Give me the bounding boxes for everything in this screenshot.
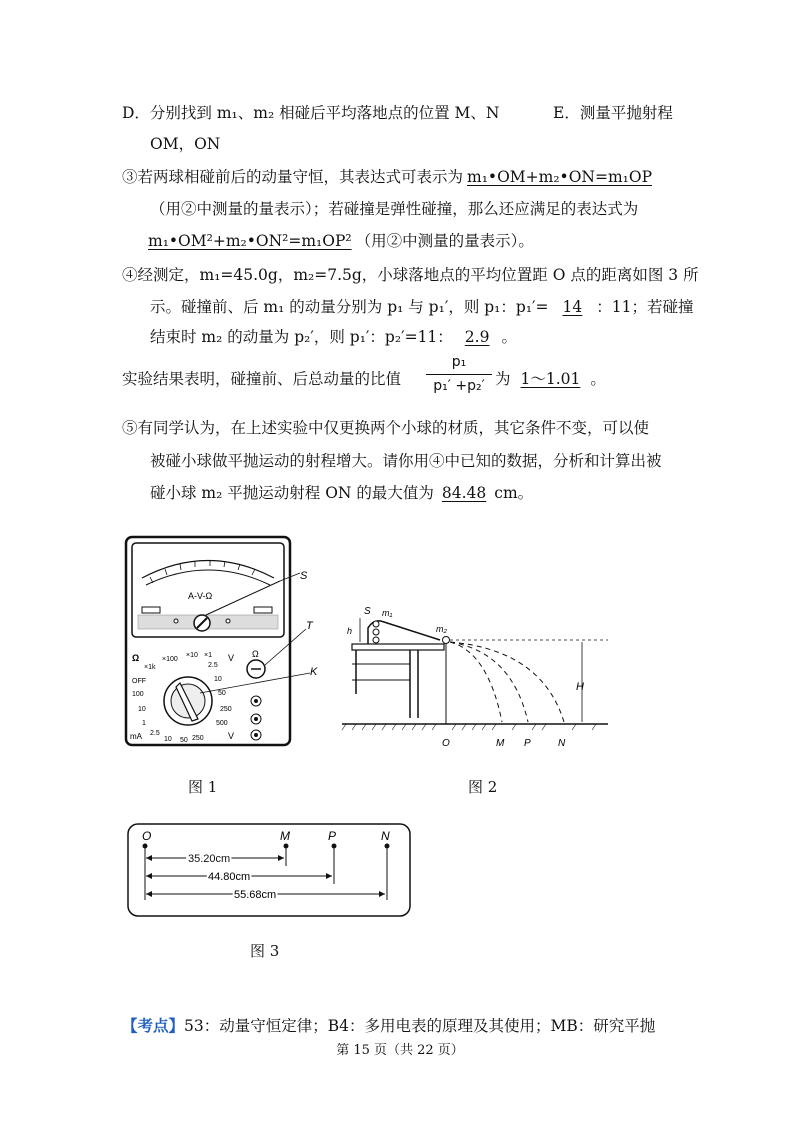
fraction-denominator: p₁′ +p₂′ (433, 378, 485, 394)
scale-label: ×1k (144, 664, 156, 671)
q3-text: ③若两球相碰前后的动量守恒，其表达式可表示为 (122, 168, 464, 186)
label-n: N (558, 738, 566, 749)
fraction-numerator: p₁ (451, 354, 467, 370)
label-m2: m₂ (436, 624, 447, 634)
q3-text-2: （用②中测量的量表示）；若碰撞是弹性碰撞，那么还应满足的表达式为 (150, 200, 639, 218)
scale-label: ×100 (162, 656, 178, 663)
dial-text: A-V-Ω (188, 591, 213, 601)
scale-label: 50 (180, 737, 188, 744)
q4-answer-1: 14 (562, 298, 583, 316)
option-d: D．分别找到 m₁、m₂ 相碰后平均落地点的位置 M、N (122, 104, 500, 122)
scale-label: mA (130, 732, 142, 741)
knowledge-tag: 【考点】 (122, 1016, 185, 1035)
q4-text-4: 结束时 m₂ 的动量为 p₂′，则 p₁′：p₂′=11： (150, 328, 453, 346)
label-p: P (524, 738, 531, 749)
q4-answer-2: 2.9 (464, 328, 490, 346)
scale-label: ×1 (204, 652, 212, 659)
q4-text-3: ：11；若碰撞 (596, 298, 694, 316)
ohm-knob-label: Ω (252, 649, 259, 659)
label-h-small: h (347, 626, 353, 636)
q4-text-5: 。 (501, 328, 517, 346)
scale-label: 10 (138, 706, 146, 713)
scale-label: 250 (220, 706, 232, 713)
scale-label: ×10 (186, 652, 198, 659)
scale-label: 10 (164, 736, 172, 743)
option-e: E．测量平抛射程 (553, 104, 673, 122)
callout-k: K (310, 666, 318, 678)
callout-t: T (306, 620, 313, 632)
label-H: H (576, 681, 584, 693)
scale-label: OFF (132, 678, 146, 685)
label-m1: m₁ (382, 608, 393, 618)
scale-label: 10 (214, 676, 222, 683)
figure-1-label: 图 1 (188, 778, 218, 796)
q4-text-7: 为 (495, 370, 511, 388)
scale-label: 1 (142, 720, 146, 727)
scale-label: 250 (192, 735, 204, 742)
q4-answer-3: 1～1.01 (520, 370, 581, 388)
label-m: M (496, 738, 505, 749)
q5-text-3: 碰小球 m₂ 平抛运动射程 ON 的最大值为 (150, 484, 434, 502)
q4-text-8: 。 (590, 370, 606, 388)
figure-2-label: 图 2 (468, 778, 498, 796)
distance-op: 44.80cm (208, 871, 251, 883)
scale-label: 100 (132, 691, 144, 698)
q5-text-4: cm。 (494, 484, 534, 502)
scale-label: 2.5 (150, 730, 160, 737)
figure-3-label: 图 3 (250, 942, 280, 960)
figure-2-apparatus (332, 600, 614, 750)
point-m: M (280, 829, 290, 843)
figure-3-distances (124, 820, 414, 920)
q5-text-2: 被碰小球做平抛运动的射程增大。请你用④中已知的数据，分析和计算出被 (150, 452, 662, 470)
point-n: N (381, 829, 390, 843)
scale-label: 2.5 (208, 662, 218, 669)
q5-text: ⑤有同学认为，在上述实验中仅更换两个小球的材质，其它条件不变，可以使 (122, 419, 650, 437)
scale-label: V (228, 731, 235, 741)
q4-text-6: 实验结果表明，碰撞前、后总动量的比值 (122, 370, 402, 388)
scale-label: 500 (216, 720, 228, 727)
point-p: P (328, 829, 337, 843)
q4-text-2: 示。碰撞前、后 m₁ 的动量分别为 p₁ 与 p₁′，则 p₁：p₁′= (150, 298, 549, 316)
label-o: O (442, 738, 450, 749)
label-s: S (364, 606, 371, 617)
scale-label: Ω (132, 653, 140, 663)
q3-answer-2: m₁•OM²+m₂•ON²=m₁OP² (148, 232, 352, 250)
figure-1-multimeter (120, 533, 320, 753)
distance-on: 55.68cm (234, 889, 277, 901)
callout-s: S (300, 570, 308, 582)
option-e-cont: OM，ON (150, 135, 221, 153)
q3-text-3: （用②中测量的量表示）。 (355, 232, 534, 250)
fraction-bar (426, 374, 492, 375)
page-footer: 第 15 页（共 22 页） (336, 1043, 464, 1058)
knowledge-text: 53：动量守恒定律；B4：多用电表的原理及其使用；MB：研究平抛 (184, 1017, 656, 1035)
distance-om: 35.20cm (188, 853, 231, 865)
q5-answer: 84.48 (441, 484, 487, 502)
q3-answer-1: m₁•OM+m₂•ON=m₁OP (467, 168, 652, 186)
scale-label: 50 (218, 690, 226, 697)
scale-label: V (228, 653, 235, 663)
point-o: O (142, 829, 152, 843)
q4-text: ④经测定，m₁=45.0g，m₂=7.5g，小球落地点的平均位置距 O 点的距离如图 3 所 (122, 266, 699, 284)
